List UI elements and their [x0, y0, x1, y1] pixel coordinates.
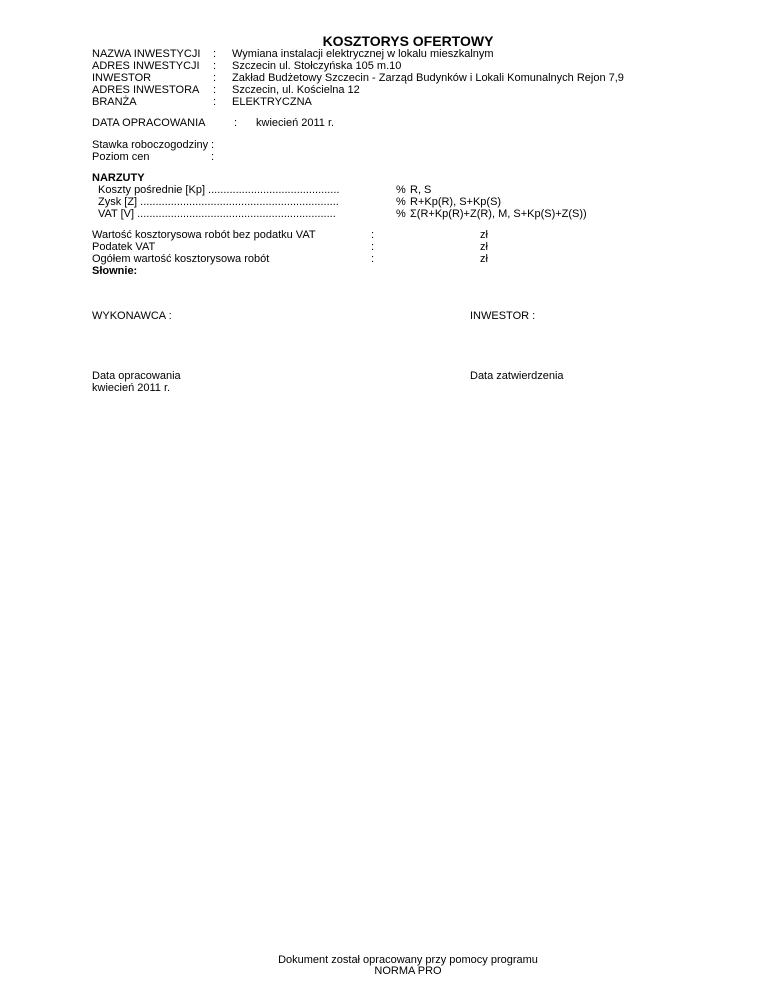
narzut-unit: %: [396, 208, 406, 220]
data-opracowania-bottom-value: kwiecień 2011 r.: [92, 382, 171, 394]
info-label-nazwa: NAZWA INWESTYCJI: [92, 48, 201, 60]
info-label-adres-inwestycji: ADRES INWESTYCJI: [92, 60, 200, 72]
info-colon: :: [213, 60, 217, 72]
wartosc-label-vat: Podatek VAT: [92, 241, 156, 253]
page-title: KOSZTORYS OFERTOWY: [322, 33, 494, 49]
footer-line-1: Dokument został opracowany przy pomocy programu: [278, 954, 538, 966]
poziom-label: Poziom cen: [92, 151, 150, 163]
info-value-nazwa: Wymiana instalacji elektrycznej w lokalu mieszkalnym: [232, 48, 494, 60]
slownie-label: Słownie:: [92, 265, 138, 277]
data-opracowania-bottom-label: Data opracowania: [92, 370, 181, 382]
data-opracowania-value: kwiecień 2011 r.: [256, 117, 335, 129]
narzuty-heading: NARZUTY: [92, 172, 145, 184]
info-value-inwestor: Zakład Budżetowy Szczecin - Zarząd Budynków i Lokali Komunalnych Rejon 7,9: [232, 72, 624, 84]
wartosc-colon: :: [371, 241, 375, 253]
wartosc-label-ogolem: Ogółem wartość kosztorysowa robót: [92, 253, 270, 265]
narzut-unit: %: [396, 184, 406, 196]
narzut-unit: %: [396, 196, 406, 208]
info-label-inwestor: INWESTOR: [92, 72, 152, 84]
wartosc-colon: :: [371, 253, 375, 265]
narzut-basis-zysk: R+Kp(R), S+Kp(S): [410, 196, 502, 208]
narzut-label-vat: VAT [V] .................................................................: [98, 208, 336, 220]
poziom-colon: :: [211, 151, 215, 163]
info-label-adres-inwestora: ADRES INWESTORA: [92, 84, 200, 96]
info-colon: :: [213, 72, 217, 84]
inwestor-label: INWESTOR :: [470, 310, 536, 322]
wartosc-currency: zł: [480, 241, 488, 253]
info-value-adres-inwestora: Szczecin, ul. Kościelna 12: [232, 84, 360, 96]
narzut-label-koszty: Koszty pośrednie [Kp] ...........................................: [98, 184, 340, 196]
data-opracowania-colon: :: [234, 117, 238, 129]
narzut-basis-koszty: R, S: [410, 184, 432, 196]
narzut-label-zysk: Zysk [Z] .................................................................: [98, 196, 339, 208]
info-colon: :: [213, 96, 217, 108]
footer-line-2: NORMA PRO: [374, 965, 442, 977]
wartosc-currency: zł: [480, 229, 488, 241]
info-label-branza: BRANŻA: [92, 96, 137, 108]
info-colon: :: [213, 48, 217, 60]
stawka-colon: :: [211, 139, 215, 151]
wartosc-label-netto: Wartość kosztorysowa robót bez podatku VAT: [92, 229, 316, 241]
stawka-label: Stawka roboczogodziny: [92, 139, 209, 151]
data-opracowania-label: DATA OPRACOWANIA: [92, 117, 206, 129]
info-colon: :: [213, 84, 217, 96]
narzut-basis-vat: Σ(R+Kp(R)+Z(R), M, S+Kp(S)+Z(S)): [410, 208, 587, 220]
info-value-adres-inwestycji: Szczecin ul. Stołczyńska 105 m.10: [232, 60, 402, 72]
info-value-branza: ELEKTRYCZNA: [232, 96, 312, 108]
wartosc-currency: zł: [480, 253, 488, 265]
wartosc-colon: :: [371, 229, 375, 241]
data-zatwierdzenia-label: Data zatwierdzenia: [470, 370, 564, 382]
wykonawca-label: WYKONAWCA :: [92, 310, 172, 322]
